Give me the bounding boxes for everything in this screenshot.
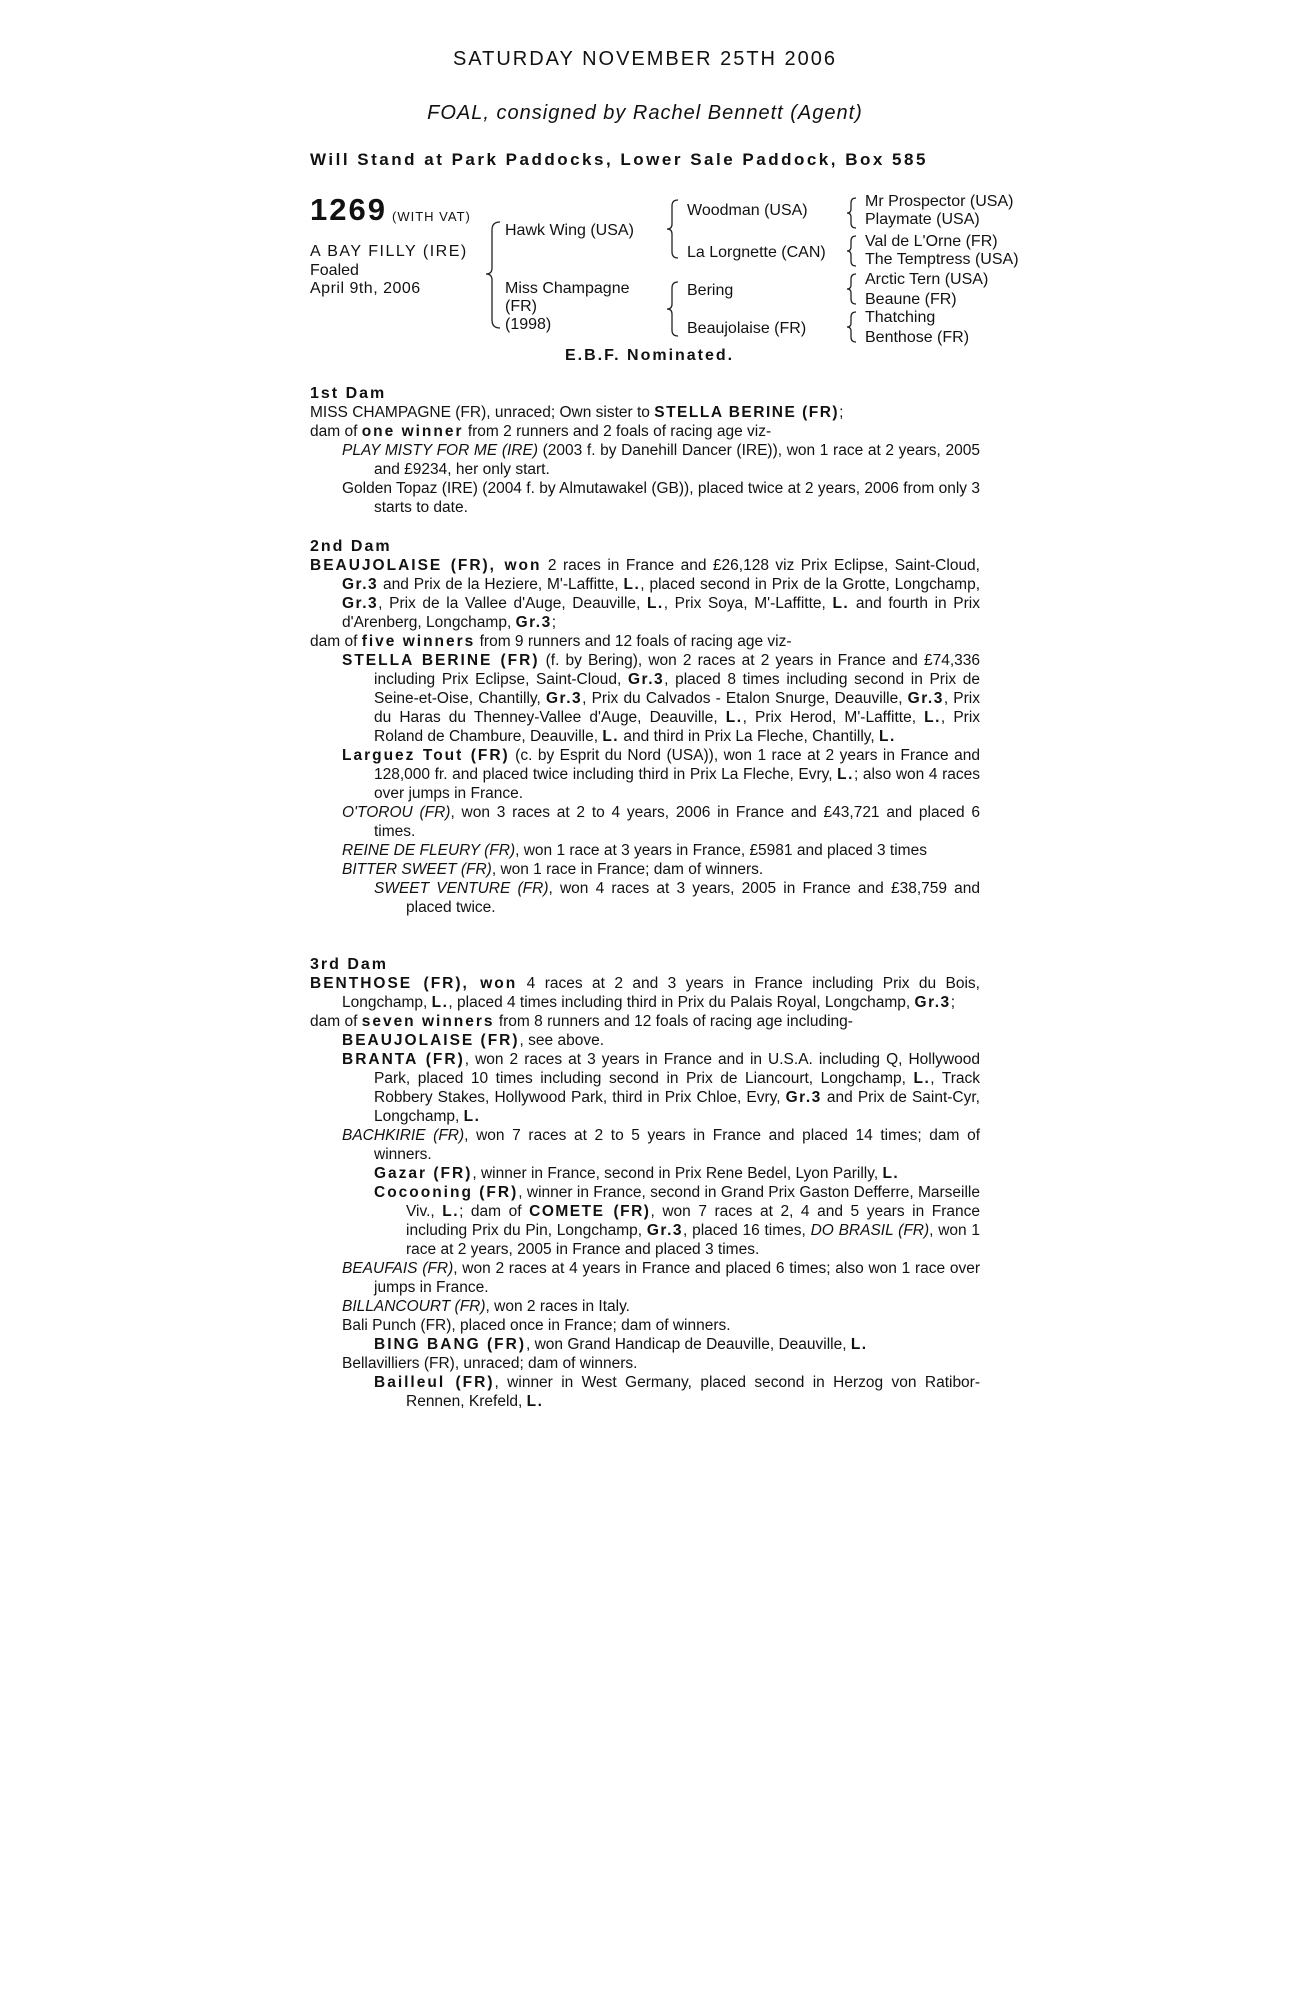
produce-entry <box>310 1373 980 1411</box>
text: , Track Robbery Stakes, Hollywood Park, third in Prix Chloe, Evry, <box>374 1070 980 1106</box>
second-dam-heading: 2nd Dam <box>310 538 392 555</box>
text: Golden Topaz (IRE) (2004 f. by Almutawakel (GB)), placed twice at 2 years, 2006 from only 3 starts to date. <box>342 480 980 516</box>
text: , won 1 race at 2 years, 2005 in France and placed 3 times. <box>406 1222 981 1258</box>
pedigree-g3-7: Thatching <box>865 309 936 326</box>
text: and Prix de Saint-Cyr, Longchamp, <box>374 1089 980 1125</box>
text: from 9 runners and 12 foals of racing age viz- <box>475 633 792 650</box>
pedigree-dam-name: Miss Champagne <box>505 280 630 297</box>
black-type: BEAUJOLAISE (FR), won <box>310 557 542 574</box>
text: , Prix de la Vallee d'Auge, Deauville, <box>378 595 647 612</box>
grade: Gr.3 <box>914 994 951 1011</box>
text: , won 3 races at 2 to 4 years, 2006 in France and £43,721 and placed 6 times. <box>374 804 980 840</box>
black-type: BENTHOSE (FR), won <box>310 975 518 992</box>
second-dam-produce-line <box>310 632 980 651</box>
produce-entry <box>310 651 980 746</box>
black-type: STELLA BERINE (FR) <box>654 404 840 421</box>
section-third-dam <box>310 955 980 1411</box>
text: , winner in France, second in Prix Rene Bedel, Lyon Parilly, <box>472 1165 883 1182</box>
third-dam-heading: 3rd Dam <box>310 956 389 973</box>
grade: L. <box>526 1393 544 1410</box>
first-dam-line1 <box>310 403 980 422</box>
pedigree-g3-1: Mr Prospector (USA) <box>865 193 1014 210</box>
horse-name: Bailleul (FR) <box>374 1374 495 1391</box>
text: , won 2 races at 4 years in France and placed 6 times; also won 1 race over jumps in France. <box>374 1260 980 1296</box>
grade: L. <box>837 766 854 783</box>
text: ; <box>551 614 557 631</box>
text: dam of <box>310 1013 362 1030</box>
text: from 8 runners and 12 foals of racing age including- <box>494 1013 853 1030</box>
ebf-nominated: E.B.F. Nominated. <box>565 347 735 364</box>
pedigree-sire: Hawk Wing (USA) <box>505 222 634 239</box>
text: , won 7 races at 2, 4 and 5 years in France including Prix du Pin, Longchamp, <box>406 1203 981 1239</box>
text: MISS CHAMPAGNE (FR), unraced; Own sister to <box>310 404 655 421</box>
grade: Gr.3 <box>342 576 379 593</box>
pedigree-dam-year: (1998) <box>505 316 552 333</box>
text: from 2 runners and 2 foals of racing age viz- <box>463 423 772 440</box>
text: (f. by Bering), won 2 races at 2 years in France and £74,336 including Prix Eclipse, Saint-Cloud, <box>374 652 980 688</box>
text: Bali Punch (FR), placed once in France; dam of winners. <box>342 1317 731 1334</box>
produce-entry <box>310 1050 980 1126</box>
text: , won 1 race at 3 years in France, £5981 and placed 3 times <box>515 842 927 859</box>
text: ; also won 4 races over jumps in France. <box>374 766 980 802</box>
winners-count: five winners <box>361 633 476 650</box>
text: ; <box>950 994 955 1011</box>
text: (2003 f. by Danehill Dancer (IRE)), won 1 race at 2 years, 2005 and £9234, her only start. <box>374 442 980 478</box>
sale-date: SATURDAY NOVEMBER 25TH 2006 <box>452 48 838 70</box>
horse-name: Cocooning (FR) <box>374 1184 519 1201</box>
section-second-dam <box>310 537 980 917</box>
text: , placed second in Prix de la Grotte, Longchamp, <box>640 576 980 593</box>
grade: L. <box>463 1108 481 1125</box>
horse-name: Gazar (FR) <box>374 1165 473 1182</box>
brace-sire-parents <box>667 200 678 258</box>
brace-woodman <box>847 198 856 228</box>
brace-la-lorgnette <box>847 236 856 266</box>
pedigree-dam-country: (FR) <box>505 298 537 315</box>
horse-name: Larguez Tout (FR) <box>342 747 510 764</box>
grade: L. <box>924 709 941 726</box>
produce-entry <box>310 1297 980 1316</box>
winners-count: seven winners <box>361 1013 495 1030</box>
horse-name: O'TOROU (FR) <box>342 804 451 821</box>
text: , won 2 races in Italy. <box>485 1298 630 1315</box>
grade: Gr.3 <box>545 690 583 707</box>
horse-name: BILLANCOURT (FR) <box>342 1298 486 1315</box>
grade: L. <box>646 595 664 612</box>
brace-bering <box>847 274 856 304</box>
grade: L. <box>431 994 449 1011</box>
horse-name: BING BANG (FR) <box>374 1336 526 1353</box>
brace-beaujolaise <box>847 312 856 342</box>
text: and Prix de la Heziere, M'-Laffitte, <box>378 576 624 593</box>
grade: L. <box>913 1070 931 1087</box>
grade: L. <box>442 1203 460 1220</box>
horse-name: COMETE (FR) <box>529 1203 651 1220</box>
pedigree-g3-8: Benthose (FR) <box>865 329 970 346</box>
grade: Gr.3 <box>785 1089 822 1106</box>
text: , winner in France, second in Grand Prix Gaston Defferre, Marseille Viv., <box>406 1184 980 1220</box>
text: and third in Prix La Fleche, Chantilly, <box>619 728 879 745</box>
produce-entry <box>310 1126 980 1164</box>
horse-name: BITTER SWEET (FR) <box>342 861 492 878</box>
pedigree-dam-sire: Bering <box>687 282 734 299</box>
text: and fourth in Prix d'Arenberg, Longchamp, <box>342 595 980 631</box>
lot-number: 1269 <box>310 192 387 227</box>
produce-entry <box>310 841 980 860</box>
horse-name: BEAUFAIS (FR) <box>342 1260 454 1277</box>
produce-entry <box>310 1354 980 1373</box>
produce-entry <box>310 746 980 803</box>
pedigree-braces <box>0 0 1290 360</box>
first-dam-line2 <box>310 422 980 441</box>
text: , Prix du Haras du Thenney-Vallee d'Auge, Deauville, <box>374 690 980 726</box>
grade: L. <box>879 728 896 745</box>
produce-entry <box>310 1164 980 1183</box>
produce-entry <box>310 1183 980 1259</box>
text: ; <box>839 404 844 421</box>
horse-name: SWEET VENTURE (FR) <box>374 880 549 897</box>
text: , placed 16 times, <box>683 1222 811 1239</box>
text: , placed 4 times including third in Prix du Palais Royal, Longchamp, <box>448 994 915 1011</box>
grade: Gr.3 <box>515 614 552 631</box>
grade: L. <box>850 1336 868 1353</box>
text: , won 1 race in France; dam of winners. <box>491 861 764 878</box>
brace-dam-parents <box>667 282 678 336</box>
foaled-label: Foaled <box>310 262 359 279</box>
text: , won Grand Handicap de Deauville, Deauville, <box>526 1336 851 1353</box>
horse-name: STELLA BERINE (FR) <box>342 652 540 669</box>
text: dam of <box>310 633 362 650</box>
produce-entry <box>310 479 980 517</box>
produce-entry <box>310 860 980 879</box>
text: (c. by Esprit du Nord (USA)), won 1 race at 2 years in France and 128,000 fr. and placed twice including third in Prix La Fleche, Evry, <box>374 747 980 783</box>
grade: Gr.3 <box>646 1222 684 1239</box>
pedigree-g3-2: Playmate (USA) <box>865 211 980 228</box>
text: , Prix Herod, M'-Laffitte, <box>742 709 925 726</box>
stand-location: Will Stand at Park Paddocks, Lower Sale Paddock, Box 585 <box>310 150 928 169</box>
lot-vat: (WITH VAT) <box>392 209 471 224</box>
horse-name: BEAUJOLAISE (FR) <box>342 1032 520 1049</box>
third-dam-record <box>310 974 980 1012</box>
section-first-dam <box>310 384 980 517</box>
produce-entry <box>310 1259 980 1297</box>
text: , winner in West Germany, placed second in Herzog von Ratibor-Rennen, Krefeld, <box>406 1374 981 1410</box>
text: , won 4 races at 3 years, 2005 in France and £38,759 and placed twice. <box>406 880 981 916</box>
horse-name: DO BRASIL (FR) <box>810 1222 930 1239</box>
text: Bellavilliers (FR), unraced; dam of winners. <box>342 1355 638 1372</box>
produce-entry <box>310 441 980 479</box>
grade: L. <box>725 709 743 726</box>
second-dam-record <box>310 556 980 632</box>
grade: L. <box>602 728 620 745</box>
winners-count: one winner <box>361 423 464 440</box>
grade: L. <box>832 595 850 612</box>
grade: L. <box>882 1165 900 1182</box>
produce-entry <box>310 803 980 841</box>
text: , placed 8 times including second in Prix de Seine-et-Oise, Chantilly, <box>374 671 981 707</box>
lot-description: A BAY FILLY (IRE) <box>310 243 468 260</box>
text: , see above. <box>519 1032 604 1049</box>
grade: Gr.3 <box>627 671 665 688</box>
produce-entry <box>310 1031 980 1050</box>
text: , Prix Roland de Chambure, Deauville, <box>374 709 981 745</box>
pedigree-dam-dam: Beaujolaise (FR) <box>687 320 807 337</box>
grade: Gr.3 <box>342 595 379 612</box>
third-dam-produce-line <box>310 1012 980 1031</box>
pedigree-g3-6: Beaune (FR) <box>865 291 957 308</box>
foaled-date: April 9th, 2006 <box>310 280 421 297</box>
grade: Gr.3 <box>907 690 944 707</box>
first-dam-heading: 1st Dam <box>310 385 387 402</box>
pedigree-g3-3: Val de L'Orne (FR) <box>865 233 998 250</box>
grade: L. <box>623 576 641 593</box>
text: 4 races at 2 and 3 years in France including Prix du Bois, Longchamp, <box>342 975 980 1011</box>
brace-generation1 <box>486 222 500 328</box>
pedigree-sire-dam: La Lorgnette (CAN) <box>687 244 826 261</box>
horse-name: PLAY MISTY FOR ME (IRE) <box>342 442 538 459</box>
text: , won 7 races at 2 to 5 years in France and placed 14 times; dam of winners. <box>374 1127 980 1163</box>
horse-name: BACHKIRIE (FR) <box>342 1127 465 1144</box>
produce-entry <box>310 1316 980 1335</box>
pedigree-sire-sire: Woodman (USA) <box>687 202 808 219</box>
text: , Prix Soya, M'-Laffitte, <box>663 595 833 612</box>
produce-entry <box>310 879 980 917</box>
produce-entry <box>310 1335 980 1354</box>
text: 2 races in France and £26,128 viz Prix Eclipse, Saint-Cloud, <box>541 557 980 574</box>
horse-name: REINE DE FLEURY (FR) <box>342 842 516 859</box>
consignment-line: FOAL, consigned by Rachel Bennett (Agent) <box>427 102 863 124</box>
text: dam of <box>310 423 362 440</box>
text: ; dam of <box>459 1203 530 1220</box>
pedigree-g3-4: The Temptress (USA) <box>865 251 1019 268</box>
text: , Prix du Calvados - Etalon Snurge, Deauville, <box>582 690 908 707</box>
horse-name: BRANTA (FR) <box>342 1051 465 1068</box>
text: , won 2 races at 3 years in France and in U.S.A. including Q, Hollywood Park, placed 10 times including second in Prix de Liancourt, Longchamp, <box>374 1051 980 1087</box>
pedigree-g3-5: Arctic Tern (USA) <box>865 271 989 288</box>
